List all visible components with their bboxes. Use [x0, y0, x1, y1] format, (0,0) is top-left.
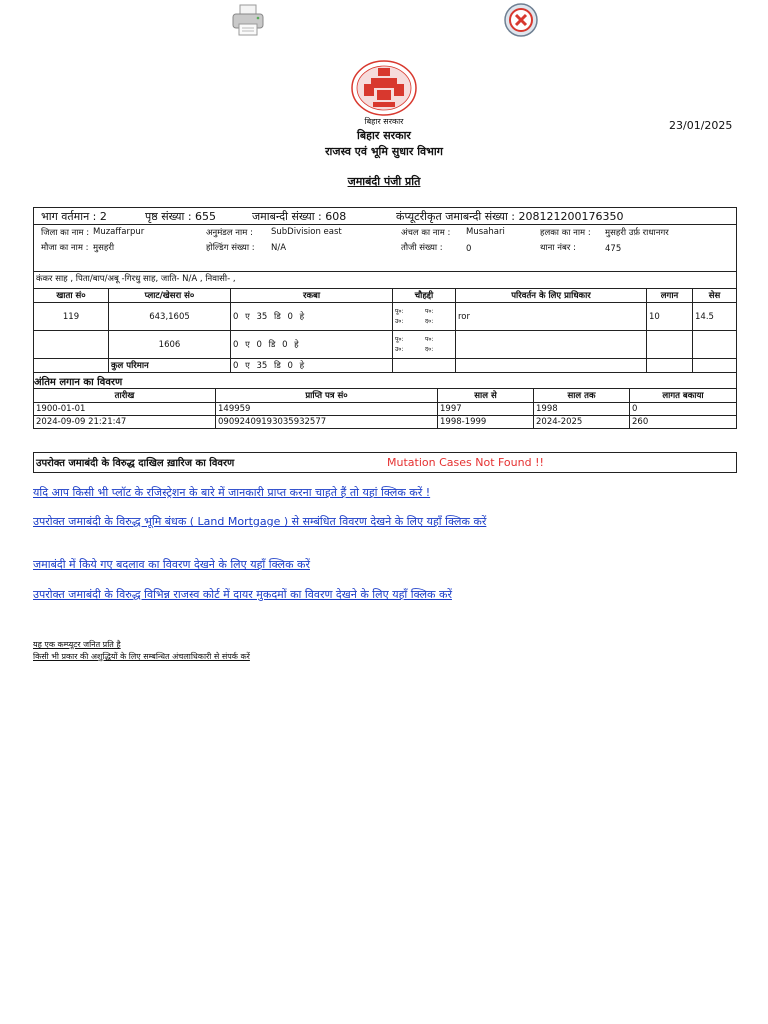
land-table	[33, 288, 737, 373]
zila-value: Muzaffarpur	[93, 227, 145, 237]
mortgage-link[interactable]: उपरोक्त जमाबंदी के विरुद्ध भूमि बंधक ( Land Mortgage ) से सम्बंधित विवरण देखने के लिए यहाँ क्लिक करें	[33, 515, 487, 528]
jamabandi-number: जमाबन्दी संख्या : 608	[252, 210, 347, 223]
rakba-cell: 0 ए 0 डि 0 हे	[231, 331, 393, 359]
anumandal-value: SubDivision east	[271, 227, 342, 237]
lagan-cell	[647, 331, 693, 359]
raiyat-row	[33, 270, 737, 289]
col-ses: सेस	[693, 289, 737, 303]
halka-label: हलका का नाम :	[540, 228, 591, 238]
col-tarikh: तारीख	[34, 389, 216, 403]
registration-link[interactable]: यदि आप किसी भी प्लॉट के रजिस्ट्रेशन के बारे में जानकारी प्राप्त करना चाहते हैं तो यहां क्लिक करें !	[33, 486, 431, 499]
col-receipt: प्राप्ति पत्र सं०	[216, 389, 438, 403]
table-row: 1900-01-01 149959 1997 1998 0	[34, 403, 737, 416]
adhikar-cell: ror	[456, 303, 647, 331]
tauji-value: 0	[466, 244, 472, 254]
mutation-title: उपरोक्त जमाबंदी के विरुद्ध दाखिल ख़ारिज का विवरण	[36, 458, 235, 469]
dept-name: राजस्व एवं भूमि सुधार विभाग	[325, 145, 443, 158]
chauhaddi-cell: पू०: प०: उ०: द०:	[393, 303, 456, 331]
table-row	[34, 331, 737, 359]
zila-label: जिला का नाम :	[41, 228, 90, 238]
anchal-value: Musahari	[466, 227, 505, 237]
anchal-label: अंचल का नाम :	[401, 228, 451, 238]
total-row	[34, 359, 737, 373]
col-plot: प्लाट/खेसरा सं०	[109, 289, 231, 303]
page-title: जमाबंदी पंजी प्रति	[347, 175, 421, 188]
lagan-title-bar	[33, 372, 737, 389]
lagan-table	[33, 388, 737, 429]
close-button[interactable]	[503, 2, 539, 41]
close-icon	[503, 2, 539, 38]
thana-label: थाना नंबर :	[540, 243, 576, 253]
ses-cell	[693, 331, 737, 359]
printer-icon	[230, 2, 266, 38]
bhag: भाग वर्तमान : 2	[41, 210, 107, 223]
col-khata: खाता सं०	[34, 289, 109, 303]
computer-jamabandi: कंप्यूटरीकृत जमाबन्दी संख्या : 208121200176350	[396, 210, 624, 223]
footer-line2: किसी भी प्रकार की अशुद्धियों के लिए सम्बन्धित अंचलाधिकारी से संपर्क करें	[33, 652, 250, 661]
footer-line1: यह एक कम्प्यूटर जनित प्रति है	[33, 640, 121, 649]
gov-name: बिहार सरकार	[357, 129, 411, 142]
col-chauhaddi: चौहद्दी	[393, 289, 456, 303]
khata-cell	[34, 331, 109, 359]
land-table-header	[34, 289, 737, 303]
col-year-to: साल तक	[534, 389, 630, 403]
col-lagan: लगान	[647, 289, 693, 303]
plot-cell: 643,1605	[109, 303, 231, 331]
total-label: कुल परिमान	[109, 359, 231, 373]
thana-value: 475	[605, 244, 622, 254]
adhikar-cell	[456, 331, 647, 359]
plot-cell: 1606	[109, 331, 231, 359]
date: 23/01/2025	[669, 119, 733, 132]
holding-value: N/A	[271, 243, 287, 253]
court-cases-link[interactable]: उपरोक्त जमाबंदी के विरुद्ध विभिन्न राजस्व कोर्ट में दायर मुकदमों का विवरण देखने के लिए यहाँ क्लिक करें	[33, 588, 452, 601]
col-baqaya: लागत बकाया	[630, 389, 737, 403]
col-adhikar: परिवर्तन के लिए प्राधिकार	[456, 289, 647, 303]
anumandal-label: अनुमंडल नाम :	[206, 228, 253, 238]
col-rakba: रकबा	[231, 289, 393, 303]
lagan-cell: 10	[647, 303, 693, 331]
khata-cell: 119	[34, 303, 109, 331]
emblem-caption: बिहार सरकार	[364, 117, 404, 126]
tauji-label: तौजी संख्या :	[401, 243, 443, 253]
lagan-title: अंतिम लगान का विवरण	[34, 377, 123, 388]
print-button[interactable]	[230, 2, 266, 41]
ses-cell: 14.5	[693, 303, 737, 331]
mutation-box	[33, 452, 737, 473]
mutation-status: Mutation Cases Not Found !!	[387, 456, 544, 469]
mauja-label: मौजा का नाम :	[41, 243, 89, 253]
bihar-emblem	[351, 60, 417, 119]
total-rakba: 0 ए 35 डि 0 हे	[231, 359, 393, 373]
mauja-value: मुसहरी	[93, 243, 115, 253]
holding-label: होल्डिंग संख्या :	[206, 243, 255, 253]
raiyat-details: कंकर साह , पिता/बाप/अबू -गिरधु साह, जाति- N/A , निवासी- ,	[36, 274, 236, 284]
changes-link[interactable]: जमाबंदी में किये गए बदलाव का विवरण देखने के लिए यहाँ क्लिक करें	[33, 558, 310, 571]
table-row: 2024-09-09 21:21:47 09092409193035932577 1998-1999 2024-2025 260	[34, 416, 737, 429]
prishth: पृष्ठ संख्या : 655	[145, 210, 217, 223]
halka-value: मुसहरी उर्फ़ राधानगर	[605, 228, 669, 238]
col-year-from: साल से	[438, 389, 534, 403]
lagan-table-header	[34, 389, 737, 403]
chauhaddi-cell: पू०: प०: उ०: द०:	[393, 331, 456, 359]
table-row	[34, 303, 737, 331]
details-box	[33, 207, 737, 272]
rakba-cell: 0 ए 35 डि 0 हे	[231, 303, 393, 331]
